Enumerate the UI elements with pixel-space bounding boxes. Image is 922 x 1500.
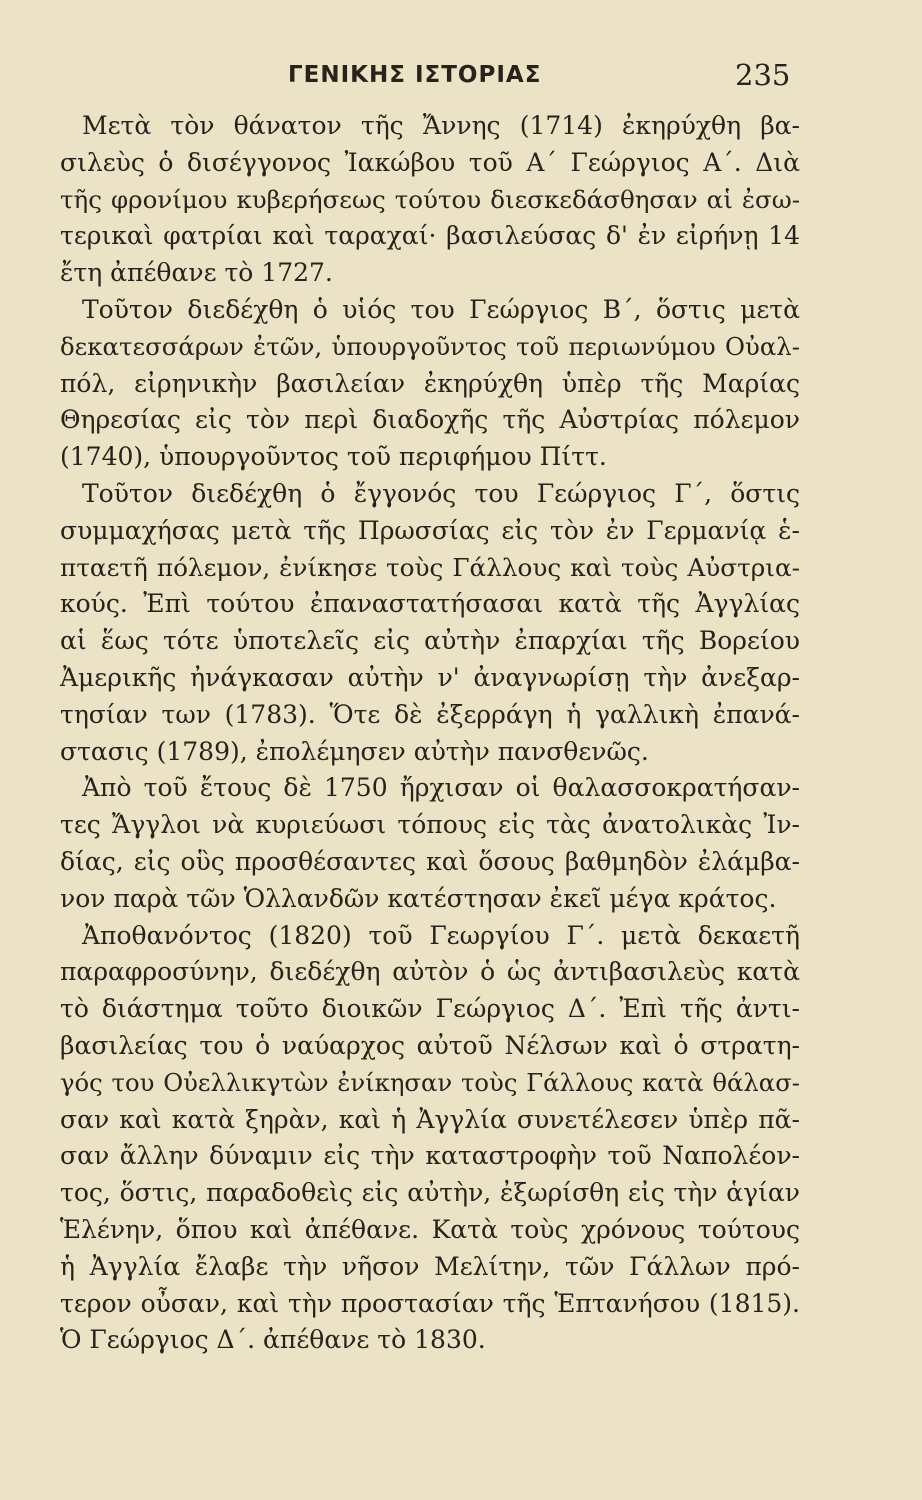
text-line: δίας, εἰς οὓς προσθέσαντες καὶ ὅσους βαθμηδὸν ἐλάμβα-: [60, 846, 800, 876]
text-line: σιλεὺς ὁ δισέγγονος Ἰακώβου τοῦ Α΄ Γεώργιος Α΄. Διὰ: [60, 147, 800, 177]
text-line: στασις (1789), ἐπολέμησεν αὐτὴν πανσθενῶς.: [60, 736, 649, 766]
text-line: τερον οὖσαν, καὶ τὴν προστασίαν τῆς Ἑπτανήσου (1815).: [60, 1288, 800, 1318]
text-line: τες Ἄγγλοι νὰ κυριεύωσι τόπους εἰς τὰς ἀνατολικὰς Ἰν-: [60, 810, 800, 840]
text-line: τῆς φρονίμου κυβερήσεως τούτου διεσκεδάσθησαν αἱ ἐσω-: [60, 184, 800, 214]
text-line: βασιλείας του ὁ ναύαρχος αὐτοῦ Νέλσων καὶ ὁ στρατη-: [60, 1030, 800, 1060]
text-line: Ἀπὸ τοῦ ἔτους δὲ 1750 ἤρχισαν οἱ θαλασσοκρατήσαν-: [82, 773, 800, 803]
text-line: παραφροσύνην, διεδέχθη αὐτὸν ὁ ὡς ἀντιβασιλεὺς κατὰ: [60, 957, 800, 987]
text-line: Ὁ Γεώργιος Δ΄. ἀπέθανε τὸ 1830.: [60, 1325, 486, 1355]
text-line: ἡ Ἀγγλία ἔλαβε τὴν νῆσον Μελίτην, τῶν Γάλλων πρό-: [60, 1251, 800, 1281]
text-line: τὸ διάστημα τοῦτο διοικῶν Γεώργιος Δ΄. Ἐπὶ τῆς ἀντι-: [60, 994, 800, 1024]
text-line: δεκατεσσάρων ἐτῶν, ὑπουργοῦντος τοῦ περιωνύμου Οὐαλ-: [60, 331, 800, 361]
text-line: Ἑλένην, ὅπου καὶ ἀπέθανε. Κατὰ τοὺς χρόνους τούτους: [60, 1214, 800, 1244]
text-line: κούς. Ἐπὶ τούτου ἐπαναστατήσασαι κατὰ τῆς Ἀγγλίας: [60, 589, 800, 619]
text-line: Μετὰ τὸν θάνατον τῆς Ἄννης (1714) ἐκηρύχθη βα-: [82, 111, 800, 140]
body-text: [60, 108, 800, 1359]
text-line: Ἀποθανόντος (1820) τοῦ Γεωργίου Γ΄. μετὰ δεκαετῆ: [82, 920, 800, 950]
text-line: γός του Οὐελλικγτὼν ἐνίκησαν τοὺς Γάλλους κατὰ θάλασ-: [60, 1067, 800, 1097]
text-line: πόλ, εἰρηνικὴν βασιλείαν ἐκηρύχθη ὑπὲρ τῆς Μαρίας: [60, 368, 800, 398]
text-line: τερικαὶ φατρίαι καὶ ταραχαί· βασιλεύσας δ' ἐν εἰρήνῃ 14: [60, 221, 800, 251]
text-line: Θηρεσίας εἰς τὸν περὶ διαδοχῆς τῆς Αὐστρίας πόλεμον: [60, 405, 800, 435]
page-header: [0, 58, 922, 98]
text-line: τησίαν των (1783). Ὅτε δὲ ἐξερράγη ἡ γαλλικὴ ἐπανά-: [60, 699, 800, 729]
text-line: τος, ὅστις, παραδοθεὶς εἰς αὐτὴν, ἐξωρίσθη εἰς τὴν ἁγίαν: [60, 1178, 800, 1208]
text-line: αἱ ἕως τότε ὑποτελεῖς εἰς αὐτὴν ἐπαρχίαι τῆς Βορείου: [60, 626, 800, 656]
text-line: ἔτη ἀπέθανε τὸ 1727.: [60, 258, 333, 288]
text-line: (1740), ὑπουργοῦντος τοῦ περιφήμου Πίττ.: [60, 442, 607, 472]
text-line: Τοῦτον διεδέχθη ὁ υἱός του Γεώργιος Β΄, ὅστις μετὰ: [82, 294, 800, 324]
text-line: σαν ἄλλην δύναμιν εἰς τὴν καταστροφὴν τοῦ Ναπολέον-: [60, 1141, 800, 1171]
running-title: ΓΕΝΙΚΗΣ ΙΣΤΟΡΙΑΣ: [288, 62, 542, 88]
text-line: σαν καὶ κατὰ ξηρὰν, καὶ ἡ Ἀγγλία συνετέλεσεν ὑπὲρ πᾶ-: [60, 1104, 800, 1134]
text-line: Ἀμερικῆς ἠνάγκασαν αὐτὴν ν' ἀναγνωρίσῃ τὴν ἀνεξαρ-: [60, 662, 800, 692]
text-line: νον παρὰ τῶν Ὁλλανδῶν κατέστησαν ἐκεῖ μέγα κράτος.: [60, 883, 777, 913]
page-number: 235: [735, 58, 791, 92]
text-line: συμμαχήσας μετὰ τῆς Πρωσσίας εἰς τὸν ἐν Γερμανίᾳ ἑ-: [60, 515, 800, 545]
text-line: πταετῆ πόλεμον, ἐνίκησε τοὺς Γάλλους καὶ τοὺς Αὐστρια-: [60, 552, 800, 582]
text-line: Τοῦτον διεδέχθη ὁ ἔγγονός του Γεώργιος Γ΄, ὅστις: [82, 478, 800, 508]
